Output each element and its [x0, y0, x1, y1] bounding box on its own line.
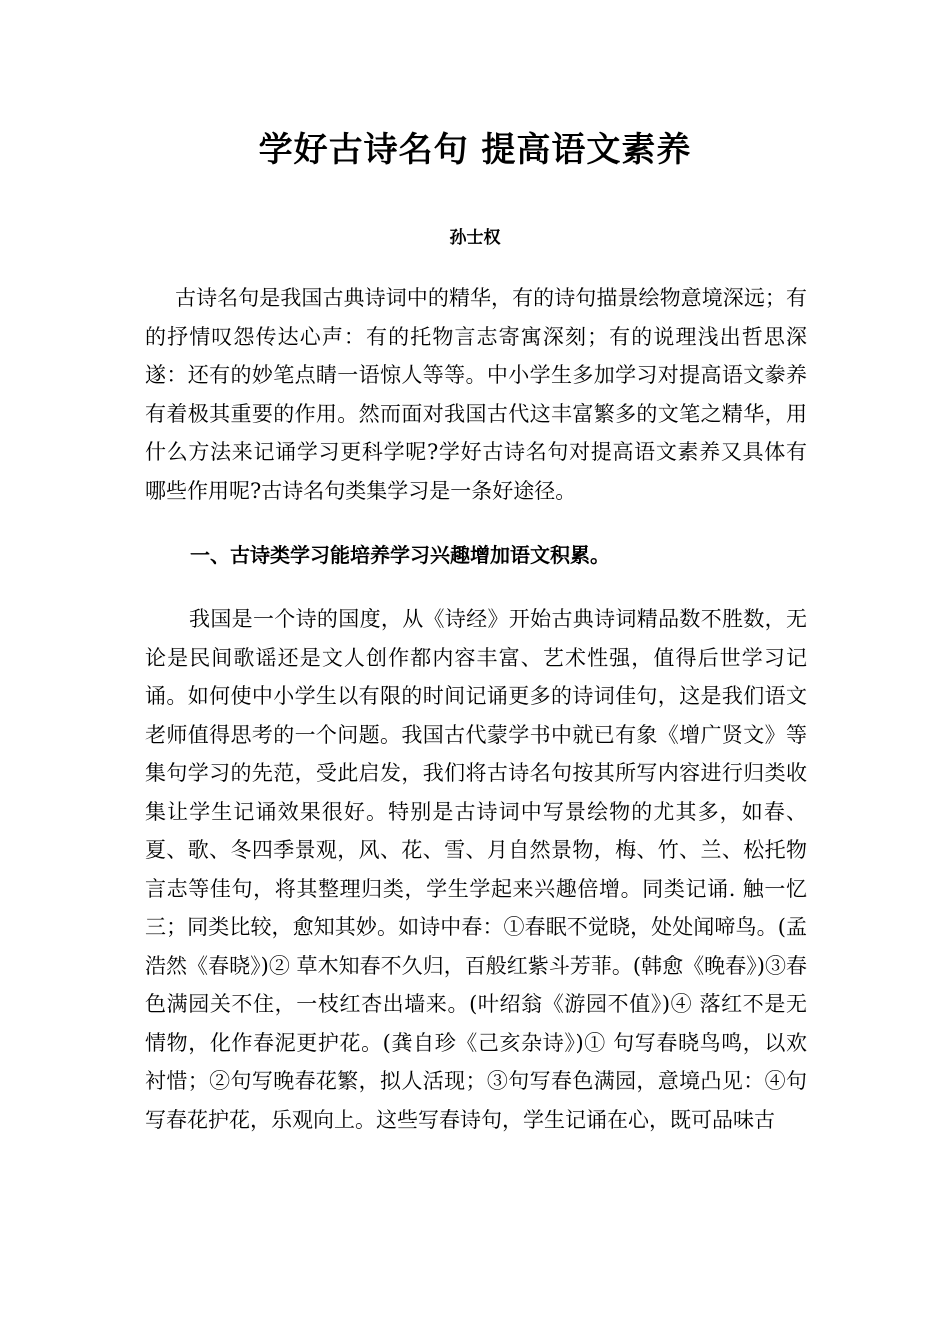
- section-heading: 一、古诗类学习能培养学习兴趣增加语文积累。: [190, 543, 610, 567]
- intro-paragraph: 古诗名句是我国古典诗词中的精华，有的诗句描景绘物意境深远；有的抒情叹怨传达心声：有的托物言志寄寓深刻；有的说理浅出哲思深遂：还有的妙笔点睛一语惊人等等。中小学生多加学习对提高语文豢养有着极其重要的作用。然而面对我国古代这丰富繁多的文笔之精华，用什么方法来记诵学习更科学呢?学好古诗名句对提高语文素养又具体有哪些作用呢?古诗名句类集学习是一条好途径。: [145, 286, 807, 503]
- section-body-paragraph: 我国是一个诗的国度，从《诗经》开始古典诗词精品数不胜数，无论是民间歌谣还是文人创作都内容丰富、艺术性强，值得后世学习记诵。如何使中小学生以有限的时间记诵更多的诗词佳句，这是我们语文老师值得思考的一个问题。我国古代蒙学书中就已有象《增广贤文》等集句学习的先范，受此启发，我们将古诗名句按其所写内容进行归类收集让学生记诵效果很好。特别是古诗词中写景绘物的尤其多，如春、夏、歌、冬四季景观，风、花、雪、月自然景物，梅、竹、兰、松托物言志等佳句，将其整理归类，学生学起来兴趣倍增。同类记诵. 触一忆三；同类比较，愈知其妙。如诗中春：①春眠不觉晓，处处闻啼鸟。(孟浩然《春晓》)② 草木知春不久归，百般红紫斗芳菲。(韩愈《晚春》)③春色满园关不住，一枝红杏出墙来。(叶绍翁《游园不值》)④ 落红不是无情物，化作春泥更护花。(龚自珍《己亥杂诗》)① 句写春晓鸟鸣，以欢衬惜；②句写晚春花繁，拟人活现；③句写春色满园，意境凸见：④句写春花护花，乐观向上。这些写春诗句，学生记诵在心，既可品味古: [145, 607, 807, 1132]
- document-title: 学好古诗名句 提高语文素养: [258, 130, 692, 170]
- author-name: 孙士权: [449, 228, 501, 248]
